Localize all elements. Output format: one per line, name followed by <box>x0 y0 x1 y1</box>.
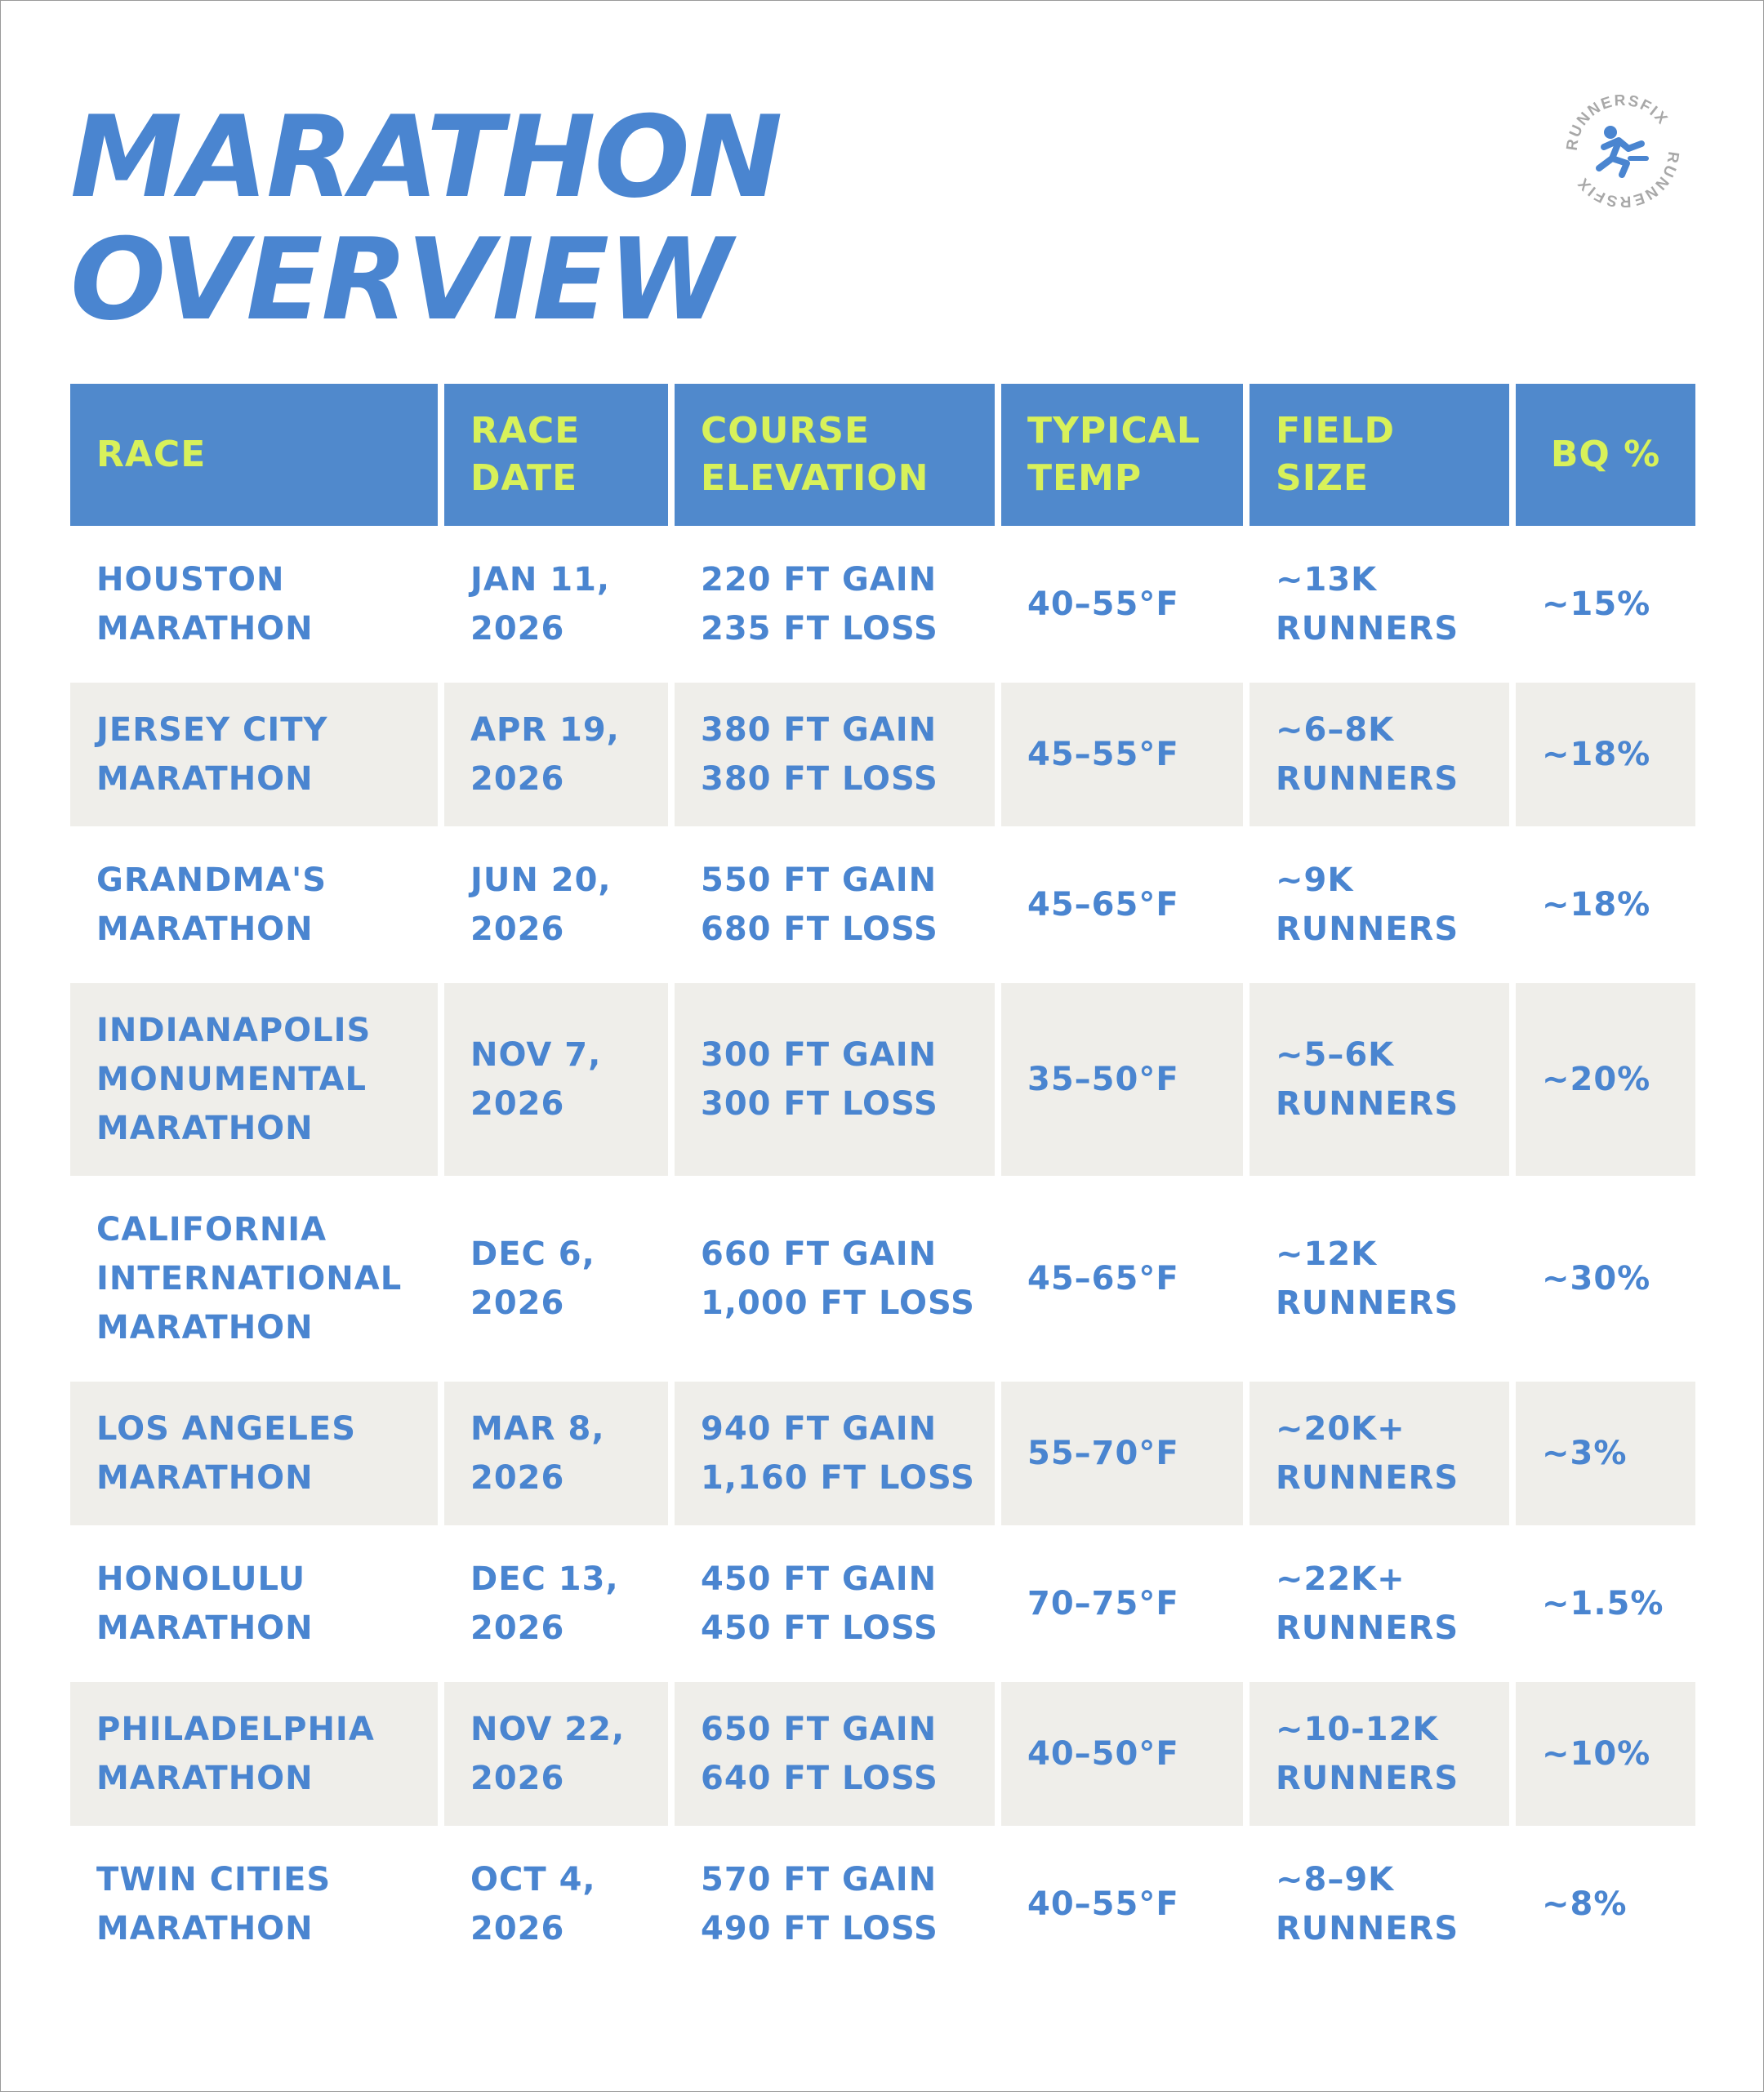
race-name-cell: CALIFORNIA INTERNATIONAL MARATHON <box>70 1182 438 1382</box>
race-date-cell: JUN 20, 2026 <box>444 833 668 983</box>
elevation-cell: 380 FT GAIN 380 FT LOSS <box>675 683 995 833</box>
table-header-row <box>70 384 1695 532</box>
logo-text: RUNNERSFIX <box>1563 91 1672 152</box>
bq-cell: ~30% <box>1516 1182 1695 1382</box>
race-date-cell: NOV 22, 2026 <box>444 1682 668 1832</box>
table-row <box>70 833 1695 983</box>
elevation-cell: 660 FT GAIN 1,000 FT LOSS <box>675 1182 995 1382</box>
bq-cell: ~18% <box>1516 683 1695 833</box>
temp-cell: 45–65°F <box>1001 833 1243 983</box>
table-row <box>70 532 1695 683</box>
race-name-cell: HOUSTON MARATHON <box>70 532 438 683</box>
temp-cell: 40–55°F <box>1001 1832 1243 1983</box>
runnersfix-logo <box>1561 90 1684 212</box>
field-size-cell: ~10-12K RUNNERS <box>1250 1682 1509 1832</box>
page-title <box>70 91 782 345</box>
logo-graphic <box>1561 90 1684 212</box>
elevation-cell: 550 FT GAIN 680 FT LOSS <box>675 833 995 983</box>
field-size-cell: ~12K RUNNERS <box>1250 1182 1509 1382</box>
race-name-cell: GRANDMA'S MARATHON <box>70 833 438 983</box>
bq-cell: ~18% <box>1516 833 1695 983</box>
header-course-elevation: COURSE ELEVATION <box>675 384 995 532</box>
elevation-cell: 300 FT GAIN 300 FT LOSS <box>675 983 995 1182</box>
field-size-cell: ~9K RUNNERS <box>1250 833 1509 983</box>
race-date-cell: OCT 4, 2026 <box>444 1832 668 1983</box>
logo-text-repeat: RUNNERSFIX <box>1574 150 1682 211</box>
elevation-cell: 650 FT GAIN 640 FT LOSS <box>675 1682 995 1832</box>
elevation-cell: 940 FT GAIN 1,160 FT LOSS <box>675 1382 995 1532</box>
race-date-cell: DEC 6, 2026 <box>444 1182 668 1382</box>
bq-cell: ~8% <box>1516 1832 1695 1983</box>
field-size-cell: ~6–8K RUNNERS <box>1250 683 1509 833</box>
temp-cell: 45–55°F <box>1001 683 1243 833</box>
marathon-table <box>64 384 1702 1983</box>
race-name-cell: LOS ANGELES MARATHON <box>70 1382 438 1532</box>
field-size-cell: ~13K RUNNERS <box>1250 532 1509 683</box>
bq-cell: ~15% <box>1516 532 1695 683</box>
title-line-2: OVERVIEW <box>70 214 731 345</box>
bq-cell: ~20% <box>1516 983 1695 1182</box>
race-name-cell: PHILADELPHIA MARATHON <box>70 1682 438 1832</box>
temp-cell: 45–65°F <box>1001 1182 1243 1382</box>
temp-cell: 35–50°F <box>1001 983 1243 1182</box>
temp-cell: 40–50°F <box>1001 1682 1243 1832</box>
race-name-cell: HONOLULU MARATHON <box>70 1532 438 1682</box>
title-line-1: MARATHON <box>70 91 782 223</box>
table-row <box>70 683 1695 833</box>
field-size-cell: ~22K+ RUNNERS <box>1250 1532 1509 1682</box>
temp-cell: 55–70°F <box>1001 1382 1243 1532</box>
runner-icon <box>1599 126 1646 175</box>
table-row <box>70 1682 1695 1832</box>
bq-cell: ~3% <box>1516 1382 1695 1532</box>
bq-cell: ~1.5% <box>1516 1532 1695 1682</box>
elevation-cell: 570 FT GAIN 490 FT LOSS <box>675 1832 995 1983</box>
race-date-cell: DEC 13, 2026 <box>444 1532 668 1682</box>
table-row <box>70 983 1695 1182</box>
race-name-cell: JERSEY CITY MARATHON <box>70 683 438 833</box>
race-date-cell: MAR 8, 2026 <box>444 1382 668 1532</box>
temp-cell: 70–75°F <box>1001 1532 1243 1682</box>
elevation-cell: 220 FT GAIN 235 FT LOSS <box>675 532 995 683</box>
race-date-cell: JAN 11, 2026 <box>444 532 668 683</box>
field-size-cell: ~8–9K RUNNERS <box>1250 1832 1509 1983</box>
race-name-cell: INDIANAPOLIS MONUMENTAL MARATHON <box>70 983 438 1182</box>
elevation-cell: 450 FT GAIN 450 FT LOSS <box>675 1532 995 1682</box>
header-field-size: FIELD SIZE <box>1250 384 1509 532</box>
header-bq-percent: BQ % <box>1516 384 1695 532</box>
header-race-date: RACE DATE <box>444 384 668 532</box>
race-name-cell: TWIN CITIES MARATHON <box>70 1832 438 1983</box>
table-row <box>70 1182 1695 1382</box>
field-size-cell: ~20K+ RUNNERS <box>1250 1382 1509 1532</box>
table-row <box>70 1382 1695 1532</box>
table-row <box>70 1532 1695 1682</box>
race-date-cell: NOV 7, 2026 <box>444 983 668 1182</box>
table-row <box>70 1832 1695 1983</box>
header-typical-temp: TYPICAL TEMP <box>1001 384 1243 532</box>
temp-cell: 40–55°F <box>1001 532 1243 683</box>
bq-cell: ~10% <box>1516 1682 1695 1832</box>
field-size-cell: ~5–6K RUNNERS <box>1250 983 1509 1182</box>
header-race: RACE <box>70 384 438 532</box>
race-date-cell: APR 19, 2026 <box>444 683 668 833</box>
